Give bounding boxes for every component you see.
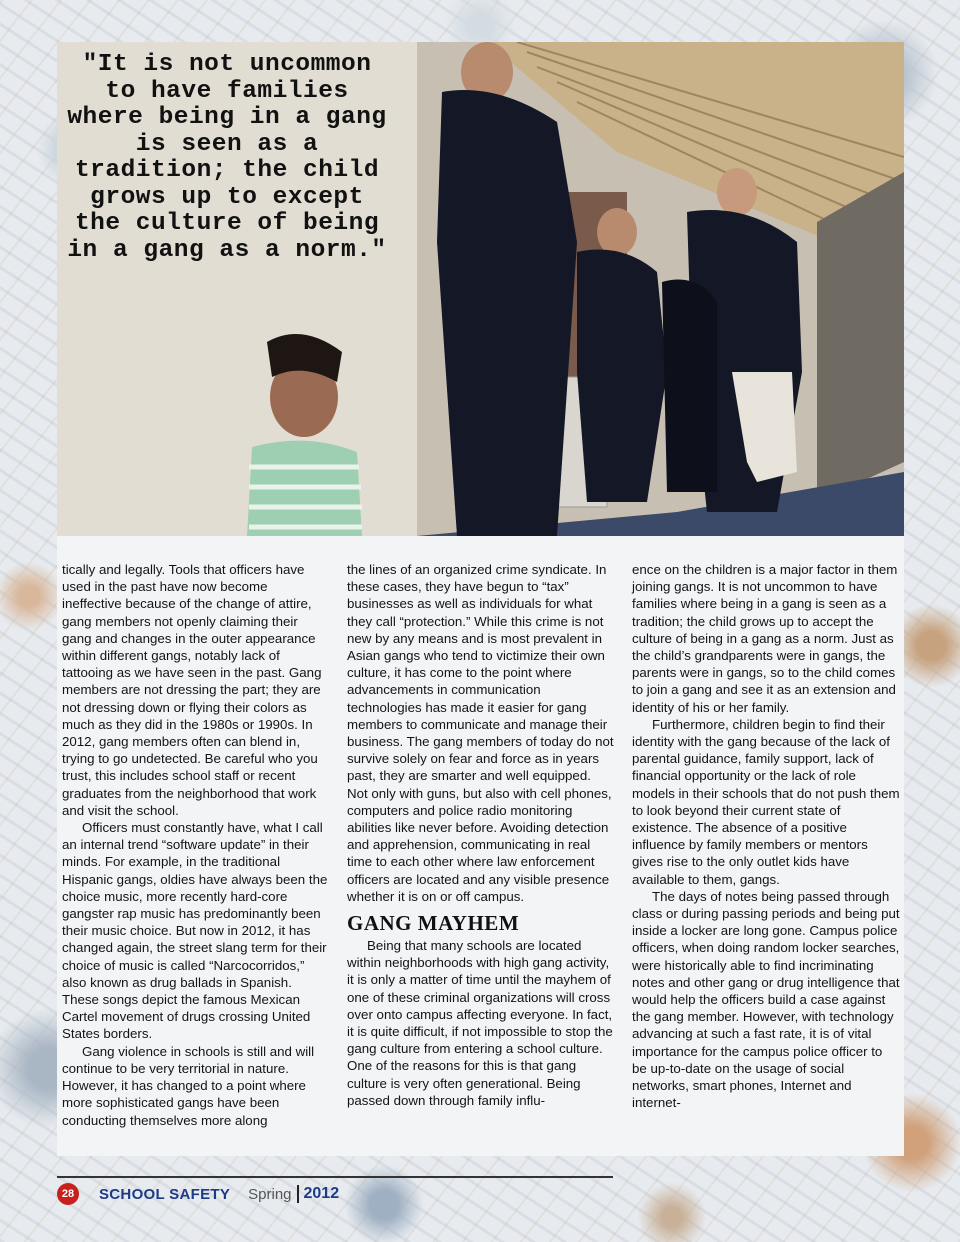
pull-quote: "It is not uncommon to have families where being in a gang is seen as a tradition; the child grows up to except the culture of being in a gang as a norm." (67, 51, 387, 264)
footer-rule (57, 1176, 613, 1178)
footer-separator (297, 1185, 299, 1203)
paragraph: Being that many schools are located within neighborhoods with high gang activity, it is only a matter of time until the mayhem of one of these criminal organizations will cross over onto campus affecting everyone. In fact, it is quite difficult, if not impossible to stop the gang culture from entering a school culture. One of the reasons for this is that gang culture is very often generational. Being passed down through family influ- (347, 938, 613, 1108)
paragraph: the lines of an organized crime syndicate. In these cases, they have begun to “tax” businesses as well as individuals for what they call “protection.” While this crime is not new by any means and is most prevalent in Asian gangs who tend to victimize their own culture, it has come to the point where advancements in communication technologies has made it easier for gang members to communicate and manage their business. The gang members of today do not survive solely on fear and force as in years past, they are smarter and well equipped. Not only with guns, but also with cell phones, computers and police radio monitoring abilities like never before. Avoiding detection and apprehension, communicating in real time to each other where law enforcement officers are located and any visible presence whether it is on or off campus. (347, 562, 614, 904)
article-column-1 (62, 561, 330, 1129)
magazine-title: SCHOOL SAFETY (99, 1185, 231, 1203)
article-column-3 (632, 561, 900, 1112)
paragraph: The days of notes being passed through class or during passing periods and being put inside a locker are long gone. Campus police officers, when doing random locker searches, were historically able to find incriminating notes and other gang or drug intelligence that would help the officers build a case against the gang member. However, with technology advancing at such a fast rate, it is of vital importance for the campus police officer to be up-to-date on the usage of social networks, smart phones, Internet and internet- (632, 888, 900, 1111)
article-column-2 (347, 561, 615, 1109)
paragraph: tically and legally. Tools that officers have used in the past have now become ineffective because of the change of attire, gang members not openly claiming their gang and changes in the outer appearance within different gangs, notably lack of tattooing as we have seen in the past. Gang members are not dressing the part; they are not dressing down or flying their colors as much as they did in the 1980s or 1990s. In 2012, gang members often can blend in, trying to go undetected. Be careful who you trust, this includes school staff or recent graduates from the neighborhood that work and visit the school. (62, 562, 322, 818)
paragraph: ence on the children is a major factor in them joining gangs. It is not uncommon to have families where being in a gang is seen as a tradition; the child grows up to accept the culture of being in a gang as a norm. Just as the child’s grandparents were in gangs, the parents were in gangs, so to the child comes to join a gang and see it as an extension and identity of his or her family. (632, 562, 898, 715)
paragraph: Gang violence in schools is still and will continue to be very territorial in nature. However, it has changed to a point where more sophisticated gangs have been conducting themselves more along (62, 1043, 315, 1128)
page-number-badge: 28 (57, 1183, 79, 1205)
page-footer (57, 1181, 339, 1207)
paragraph: Officers must constantly have, what I call an internal trend “software update” in their minds. For example, in the traditional Hispanic gangs, oldies have always been the choice music, more recently hard-core gangster rap music has predominantly been their music choice. But now in 2012, it has changed again, the street slang term for their choice of music is called “Narcocorridos,” also known as drug ballads in Spanish. These songs depict the famous Mexican Cartel movement of drugs crossing United States borders. (62, 820, 328, 1042)
paragraph: Furthermore, children begin to find their identity with the gang because of the lack of parental guidance, family support, lack of financial opportunity or the lack of role models in their schools that do not push them to look beyond their current state of existence. The absence of a positive influence by family members or mentors gives rise to the only outlet kids have available to them, gangs. (632, 716, 900, 887)
issue-season: Spring (248, 1185, 292, 1203)
issue-year: 2012 (303, 1185, 340, 1202)
section-heading: GANG MAYHEM (347, 911, 520, 936)
